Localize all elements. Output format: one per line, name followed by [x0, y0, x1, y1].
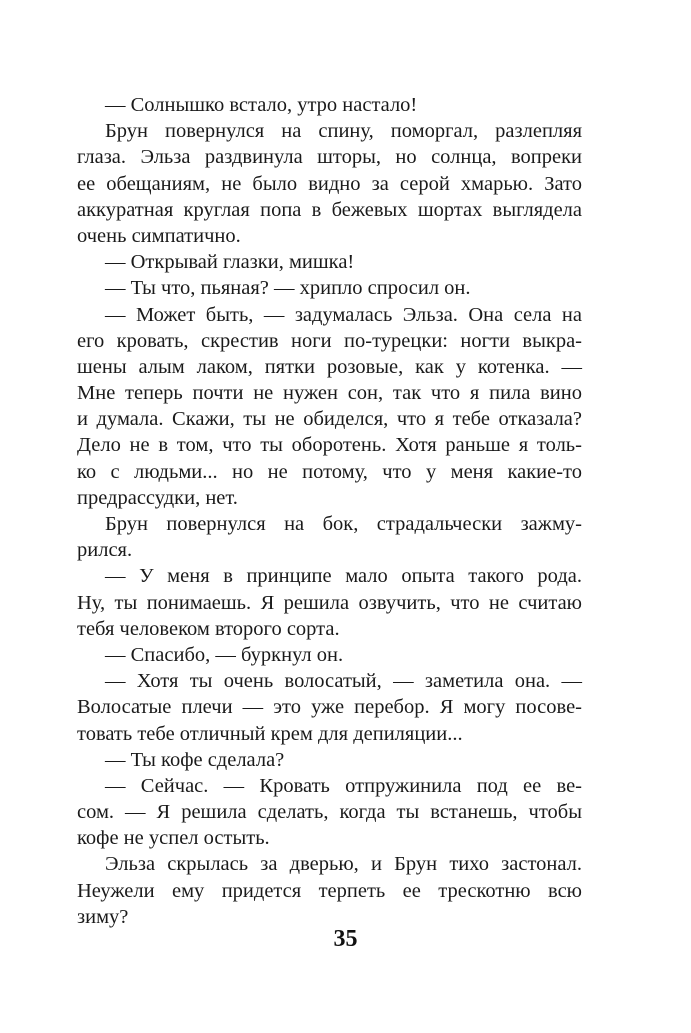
- text-line: шены алым лаком, пятки розовые, как у котенка. —: [77, 355, 582, 378]
- text-line: сом. — Я решила сделать, когда ты встанешь, чтобы: [77, 801, 582, 824]
- text-line: — Хотя ты очень волосатый, — заметила она. —: [105, 670, 582, 693]
- text-line: аккуратная круглая попа в бежевых шортах выглядела: [77, 198, 582, 221]
- text-line: Брун повернулся на спину, поморгал, разлепляя: [105, 120, 582, 143]
- text-line: и думала. Скажи, ты не обиделся, что я тебе отказала?: [77, 408, 582, 431]
- text-line: — Спасибо, — буркнул он.: [105, 643, 344, 666]
- text-line: — У меня в принципе мало опыта такого рода.: [105, 565, 582, 588]
- text-line: — Ты что, пьяная? — хрипло спросил он.: [105, 277, 471, 300]
- text-line: рился.: [77, 539, 133, 562]
- text-line: ко с людьми... но не потому, что у меня какие-то: [77, 460, 582, 483]
- text-line: — Ты кофе сделала?: [105, 748, 285, 771]
- text-line: Брун повернулся на бок, страдальчески зажму-: [105, 513, 582, 535]
- text-line: Волосатые плечи — это уже перебор. Я могу посове-: [77, 696, 582, 719]
- text-line: Эльза скрылась за дверью, и Брун тихо застонал.: [105, 853, 582, 876]
- text-line: — Сейчас. — Кровать отпружинила под ее ве-: [105, 774, 582, 797]
- text-line: Ну, ты понимаешь. Я решила озвучить, что не считаю: [77, 591, 582, 614]
- text-line: Мне теперь почти не нужен сон, так что я пила вино: [77, 382, 582, 405]
- text-line: ее обещаниям, не было видно за серой хмарью. Зато: [77, 172, 582, 195]
- text-line: — Может быть, — задумалась Эльза. Она села на: [105, 303, 582, 326]
- text-line: глаза. Эльза раздвинула шторы, но солнца, вопреки: [77, 146, 582, 169]
- text-line: Неужели ему придется терпеть ее трескотню всю: [77, 879, 582, 902]
- text-line: товать тебе отличный крем для депиляции...: [77, 722, 463, 745]
- text-line: кофе не успел остыть.: [77, 827, 270, 850]
- text-line: — Открывай глазки, мишка!: [105, 251, 355, 274]
- text-line: зиму?: [77, 905, 129, 928]
- body-text: [77, 92, 582, 930]
- page-number: 35: [333, 926, 358, 952]
- text-line: предрассудки, нет.: [77, 486, 238, 509]
- text-line: Дело не в том, что ты оборотень. Хотя раньше я толь-: [77, 434, 582, 457]
- text-line: — Солнышко встало, утро настало!: [105, 94, 418, 116]
- text-line: очень симпатично.: [77, 224, 241, 247]
- text-line: тебя человеком второго сорта.: [77, 617, 340, 640]
- text-line: его кровать, скрестив ноги по-турецки: ногти выкра-: [77, 329, 582, 352]
